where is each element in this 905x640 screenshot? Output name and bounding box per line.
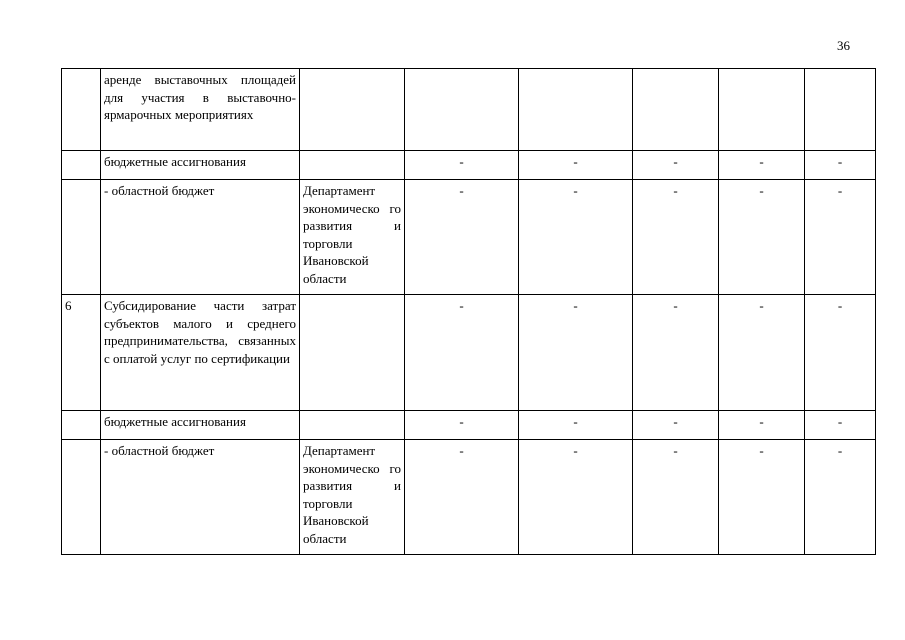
row-executor-cell	[300, 151, 405, 180]
row-value-cell: -	[719, 151, 805, 180]
table-row	[62, 180, 876, 295]
row-executor-cell: Департамент экономическо го развития и торговли Ивановской области	[300, 440, 405, 555]
row-value-cell: -	[633, 440, 719, 555]
row-value-cell: -	[633, 180, 719, 295]
row-value-cell: -	[519, 411, 633, 440]
row-name-cell: Субсидирование части затрат субъектов малого и среднего предпринимательства, связанных с оплатой услуг по сертификации	[101, 295, 300, 411]
row-name-cell: бюджетные ассигнования	[101, 411, 300, 440]
row-number-cell	[62, 440, 101, 555]
row-value-cell: -	[405, 180, 519, 295]
row-value-cell: -	[405, 151, 519, 180]
page-number: 36	[837, 38, 850, 53]
row-number-cell: 6	[62, 295, 101, 411]
row-number-cell	[62, 180, 101, 295]
row-value-cell	[519, 69, 633, 151]
row-name-cell: - областной бюджет	[101, 180, 300, 295]
table-row	[62, 440, 876, 555]
table-row	[62, 69, 876, 151]
row-value-cell: -	[805, 440, 876, 555]
row-number-cell	[62, 69, 101, 151]
row-value-cell: -	[519, 440, 633, 555]
row-value-cell	[405, 69, 519, 151]
row-number-cell	[62, 411, 101, 440]
row-executor-cell	[300, 411, 405, 440]
row-value-cell: -	[719, 295, 805, 411]
row-value-cell	[633, 69, 719, 151]
row-value-cell: -	[519, 180, 633, 295]
row-executor-cell	[300, 295, 405, 411]
row-value-cell: -	[405, 295, 519, 411]
row-executor-cell	[300, 69, 405, 151]
row-value-cell: -	[633, 295, 719, 411]
row-name-cell: аренде выставочных площадей для участия в выставочно-ярмарочных мероприятиях	[101, 69, 300, 151]
row-value-cell	[719, 69, 805, 151]
row-value-cell: -	[633, 411, 719, 440]
row-name-cell: бюджетные ассигнования	[101, 151, 300, 180]
row-value-cell: -	[519, 151, 633, 180]
row-value-cell: -	[405, 440, 519, 555]
row-value-cell: -	[805, 411, 876, 440]
row-value-cell	[805, 69, 876, 151]
row-value-cell: -	[719, 411, 805, 440]
row-value-cell: -	[519, 295, 633, 411]
row-value-cell: -	[805, 180, 876, 295]
table-row	[62, 151, 876, 180]
table-row	[62, 411, 876, 440]
row-value-cell: -	[405, 411, 519, 440]
program-table	[61, 68, 876, 555]
row-name-cell: - областной бюджет	[101, 440, 300, 555]
row-number-cell	[62, 151, 101, 180]
row-value-cell: -	[633, 151, 719, 180]
row-value-cell: -	[719, 440, 805, 555]
row-value-cell: -	[719, 180, 805, 295]
row-value-cell: -	[805, 295, 876, 411]
row-executor-cell: Департамент экономическо го развития и торговли Ивановской области	[300, 180, 405, 295]
table-row	[62, 295, 876, 411]
row-value-cell: -	[805, 151, 876, 180]
